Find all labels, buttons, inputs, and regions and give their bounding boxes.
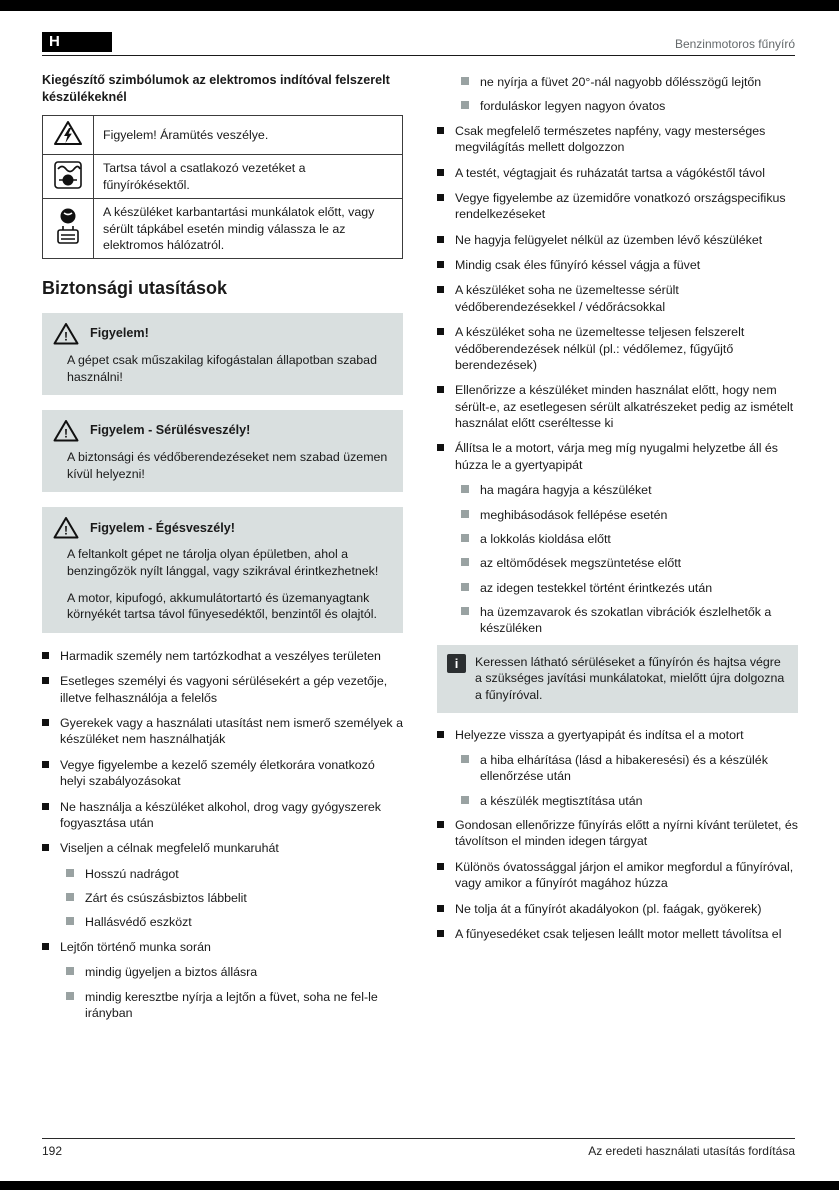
sub-list-item bbox=[66, 989, 403, 1022]
warning-triangle-icon bbox=[53, 419, 79, 442]
sub-list-item-text: ne nyírja a füvet 20°-nál nagyobb dőlésszögű lejtőn bbox=[480, 75, 762, 89]
list-item bbox=[437, 282, 798, 315]
right-bullet-list bbox=[437, 123, 798, 637]
bullet-square-icon bbox=[42, 761, 49, 768]
list-item-text: Lejtőn történő munka során bbox=[60, 939, 211, 954]
list-item bbox=[437, 165, 798, 181]
sub-bullet-square-icon bbox=[461, 510, 469, 518]
bullet-square-icon bbox=[437, 194, 444, 201]
sub-list-item-text: a lokkolás kioldása előtt bbox=[480, 531, 611, 546]
warning-box-header bbox=[53, 322, 392, 345]
warning-triangle-icon bbox=[53, 516, 79, 539]
page-header bbox=[42, 32, 795, 56]
warning-title: Figyelem - Égésveszély! bbox=[90, 520, 235, 535]
bullet-square-icon bbox=[437, 905, 444, 912]
list-item-text: Harmadik személy nem tartózkodhat a veszélyes területen bbox=[60, 648, 381, 663]
right-column bbox=[437, 72, 798, 1029]
info-box bbox=[437, 645, 798, 713]
warning-box-header bbox=[53, 419, 392, 442]
symbol-row bbox=[43, 116, 403, 155]
sub-bullet-list bbox=[461, 482, 798, 637]
section-heading: Biztonsági utasítások bbox=[42, 278, 228, 299]
warning-body: A gépet csak műszakilag kifogástalan állapotban szabad használni! bbox=[67, 353, 377, 384]
bullet-square-icon bbox=[437, 286, 444, 293]
info-box-text: Keressen látható sérüléseket a fűnyírón és hajtsa végre a szükséges javítási munkálatokat, mielőtt újra dolgozna a fűnyíróval. bbox=[475, 654, 785, 702]
sub-bullet-square-icon bbox=[461, 77, 469, 85]
list-item-text: Esetleges személyi és vagyoni sérülésekért a gép vezetője, illetve felhasználója a felelős bbox=[60, 674, 388, 705]
keep-cable-away-from-blades-icon bbox=[53, 160, 83, 190]
disconnect-from-mains-icon bbox=[54, 207, 82, 247]
list-item bbox=[437, 859, 798, 892]
top-black-bar bbox=[0, 0, 839, 11]
list-item-text: A fűnyesedéket csak teljesen leállt motor mellett távolítsa el bbox=[455, 926, 782, 941]
list-item-text: Ellenőrizze a készüléket minden használat előtt, hogy nem sérült-e, az esetlegesen sérült alkatrészeket pedig az ismételt használat előtt cseréltesse ki bbox=[455, 383, 794, 430]
sub-list-item bbox=[66, 866, 403, 882]
bullet-square-icon bbox=[437, 930, 444, 937]
list-item-text: Gyerekek vagy a használati utasítást nem ismerő személyek a készüléket nem használhatják bbox=[60, 716, 403, 747]
list-item bbox=[42, 840, 403, 931]
warning-body: A feltankolt gépet ne tárolja olyan épületben, ahol a benzingőzök nyílt lánggal, vagy szikrával érintkezhetnek! bbox=[67, 547, 379, 579]
list-item bbox=[42, 673, 403, 706]
list-item-text: A készüléket soha ne üzemeltesse teljesen felszerelt védőberendezések nélkül (pl.: védőlemez, fűgyűjtő berendezések) bbox=[455, 325, 745, 372]
sub-bullet-square-icon bbox=[66, 917, 74, 925]
list-item bbox=[437, 727, 798, 810]
list-item-text: Ne használja a készüléket alkohol, drog vagy gyógyszerek fogyasztása után bbox=[60, 799, 381, 830]
bullet-square-icon bbox=[437, 236, 444, 243]
page-content bbox=[42, 72, 799, 1029]
warning-box bbox=[42, 410, 403, 492]
symbol-text: A készüléket karbantartási munkálatok előtt, vagy sérült tápkábel esetén mindig válassza le az elektromos hálózatról. bbox=[94, 199, 403, 259]
sub-bullet-square-icon bbox=[461, 558, 469, 566]
sub-list-item bbox=[461, 555, 798, 571]
sub-list-item bbox=[461, 74, 798, 90]
bullet-square-icon bbox=[437, 169, 444, 176]
warning-box-header bbox=[53, 516, 392, 539]
sub-list-item bbox=[66, 914, 403, 930]
list-item-text: A testét, végtagjait és ruházatát tartsa a vágókéstől távol bbox=[455, 165, 765, 180]
sub-bullet-square-icon bbox=[461, 755, 469, 763]
list-item-text: Mindig csak éles fűnyíró késsel vágja a füvet bbox=[455, 258, 701, 272]
bullet-square-icon bbox=[437, 863, 444, 870]
symbol-icon-cell bbox=[43, 199, 94, 259]
sub-list-item-text: mindig ügyeljen a biztos állásra bbox=[85, 965, 258, 980]
sub-bullet-square-icon bbox=[461, 796, 469, 804]
bullet-square-icon bbox=[42, 652, 49, 659]
list-item-text: Különös óvatossággal járjon el amikor megfordul a fűnyíróval, vagy amikor a fűnyírót magához húzza bbox=[455, 859, 794, 891]
list-item bbox=[437, 257, 798, 273]
info-icon: i bbox=[447, 654, 466, 673]
sub-bullet-square-icon bbox=[461, 607, 469, 615]
sub-bullet-square-icon bbox=[461, 485, 469, 493]
warning-box bbox=[42, 507, 403, 632]
list-item bbox=[437, 817, 798, 850]
sub-list-item-text: az eltömődések megszüntetése előtt bbox=[480, 556, 682, 571]
bullet-square-icon bbox=[437, 261, 444, 268]
warning-title: Figyelem - Sérülésveszély! bbox=[90, 423, 251, 438]
sub-list-item bbox=[461, 752, 798, 785]
electric-shock-warning-icon bbox=[53, 120, 83, 146]
sub-list-item-text: mindig keresztbe nyírja a lejtőn a füvet, soha ne fel-le irányban bbox=[85, 989, 378, 1020]
language-badge: H bbox=[42, 32, 112, 52]
intro-heading: Kiegészítő szimbólumok az elektromos indítóval felszerelt készülékeknél bbox=[42, 73, 390, 104]
list-item bbox=[437, 901, 798, 917]
sub-list-item-text: meghibásodások fellépése esetén bbox=[480, 507, 668, 522]
symbol-table bbox=[42, 115, 403, 259]
sub-list-item bbox=[66, 964, 403, 980]
symbol-text: Figyelem! Áramütés veszélye. bbox=[94, 116, 403, 155]
bullet-square-icon bbox=[42, 943, 49, 950]
bullet-square-icon bbox=[437, 444, 444, 451]
left-column bbox=[42, 72, 403, 1029]
bullet-square-icon bbox=[42, 844, 49, 851]
sub-list-item-text: ha magára hagyja a készüléket bbox=[480, 483, 652, 498]
bullet-square-icon bbox=[42, 803, 49, 810]
warning-body: A motor, kipufogó, akkumulátortartó és üzemanyagtank környékét tartsa távol fűnyesedéktől, benzintől és olajtól. bbox=[67, 590, 377, 622]
sub-list-item bbox=[461, 482, 798, 498]
list-item bbox=[437, 324, 798, 373]
bullet-square-icon bbox=[437, 386, 444, 393]
sub-list-item bbox=[461, 793, 798, 809]
list-item bbox=[437, 232, 798, 248]
page-footer bbox=[42, 1138, 795, 1158]
page-number: 192 bbox=[42, 1144, 63, 1158]
list-item-text: Helyezze vissza a gyertyapipát és indítsa el a motort bbox=[455, 727, 744, 742]
sub-list-item bbox=[461, 604, 798, 637]
sub-bullet-square-icon bbox=[66, 893, 74, 901]
bottom-black-bar bbox=[0, 1181, 839, 1190]
warning-body: A biztonsági és védőberendezéseket nem szabad üzemen kívül helyezni! bbox=[67, 450, 388, 481]
sub-bullet-square-icon bbox=[66, 869, 74, 877]
sub-list-item-text: a készülék megtisztítása után bbox=[480, 793, 643, 808]
bullet-square-icon bbox=[437, 731, 444, 738]
sub-list-item-text: Zárt és csúszásbiztos lábbelit bbox=[85, 891, 247, 905]
sub-bullet-square-icon bbox=[461, 101, 469, 109]
svg-text:!: ! bbox=[64, 523, 68, 538]
sub-list-item-text: Hallásvédő eszközt bbox=[85, 915, 192, 930]
list-item-text: Ne hagyja felügyelet nélkül az üzemben lévő készüléket bbox=[455, 232, 763, 247]
svg-text:!: ! bbox=[64, 426, 68, 441]
bullet-square-icon bbox=[437, 328, 444, 335]
sub-bullet-list bbox=[461, 752, 798, 809]
symbol-row bbox=[43, 155, 403, 199]
sub-bullet-square-icon bbox=[461, 583, 469, 591]
sub-bullet-square-icon bbox=[66, 967, 74, 975]
list-item bbox=[42, 648, 403, 664]
list-item-text: Csak megfelelő természetes napfény, vagy mesterséges megvilágítás mellett dolgozzon bbox=[455, 123, 766, 155]
sub-list-item-text: a hiba elhárítása (lásd a hibakeresési) és a készülék ellenőrzése után bbox=[480, 752, 768, 784]
sub-bullet-square-icon bbox=[461, 534, 469, 542]
list-item-text: Vegye figyelembe a kezelő személy életkorára vonatkozó helyi szabályozásokat bbox=[60, 757, 375, 789]
warning-triangle-icon bbox=[53, 322, 79, 345]
sub-list-item bbox=[461, 507, 798, 523]
sub-list-item bbox=[461, 531, 798, 547]
sub-list-item bbox=[461, 580, 798, 596]
bullet-square-icon bbox=[42, 677, 49, 684]
symbol-icon-cell bbox=[43, 116, 94, 155]
warning-title: Figyelem! bbox=[90, 326, 149, 341]
sub-list-item bbox=[66, 890, 403, 906]
sub-bullet-list bbox=[66, 866, 403, 931]
right-bullet-list-after-info bbox=[437, 727, 798, 943]
svg-text:!: ! bbox=[64, 329, 68, 344]
list-item-text: Gondosan ellenőrizze fűnyírás előtt a nyírni kívánt területet, és távolítson el minden idegen tárgyat bbox=[455, 818, 798, 849]
list-item bbox=[437, 190, 798, 223]
sub-bullet-list bbox=[66, 964, 403, 1021]
list-item bbox=[437, 382, 798, 431]
warning-box bbox=[42, 313, 403, 395]
sub-bullet-square-icon bbox=[66, 992, 74, 1000]
sub-list-item-text: forduláskor legyen nagyon óvatos bbox=[480, 99, 666, 114]
symbol-row bbox=[43, 199, 403, 259]
symbol-text: Tartsa távol a csatlakozó vezetéket a fűnyírókésektől. bbox=[94, 155, 403, 199]
list-item bbox=[42, 939, 403, 1022]
list-item-text: Viseljen a célnak megfelelő munkaruhát bbox=[60, 841, 279, 856]
footer-note: Az eredeti használati utasítás fordítása bbox=[588, 1144, 795, 1158]
sub-list-item-text: Hosszú nadrágot bbox=[85, 866, 179, 881]
sub-list-item-text: ha üzemzavarok és szokatlan vibrációk észlelhetők a készüléken bbox=[480, 605, 772, 636]
bullet-square-icon bbox=[42, 719, 49, 726]
continued-sub-bullet-list bbox=[461, 74, 798, 115]
list-item bbox=[42, 799, 403, 832]
list-item bbox=[437, 926, 798, 942]
bullet-square-icon bbox=[437, 821, 444, 828]
left-bullet-list bbox=[42, 648, 403, 1021]
list-item bbox=[437, 440, 798, 636]
list-item bbox=[42, 757, 403, 790]
sub-list-item-text: az idegen testekkel történt érintkezés után bbox=[480, 580, 713, 595]
list-item-text: Állítsa le a motort, várja meg míg nyugalmi helyzetbe áll és húzza le a gyertyapipát bbox=[455, 441, 778, 472]
header-title: Benzinmotoros fűnyíró bbox=[674, 37, 795, 51]
sub-list-item bbox=[461, 98, 798, 114]
symbol-icon-cell bbox=[43, 155, 94, 199]
list-item-text: A készüléket soha ne üzemeltesse sérült védőberendezésekkel / védőrácsokkal bbox=[455, 283, 679, 314]
list-item bbox=[42, 715, 403, 748]
list-item-text: Vegye figyelembe az üzemidőre vonatkozó országspecifikus rendelkezéseket bbox=[455, 190, 786, 222]
bullet-square-icon bbox=[437, 127, 444, 134]
list-item-text: Ne tolja át a fűnyírót akadályokon (pl. faágak, gyökerek) bbox=[455, 901, 762, 916]
list-item bbox=[437, 123, 798, 156]
